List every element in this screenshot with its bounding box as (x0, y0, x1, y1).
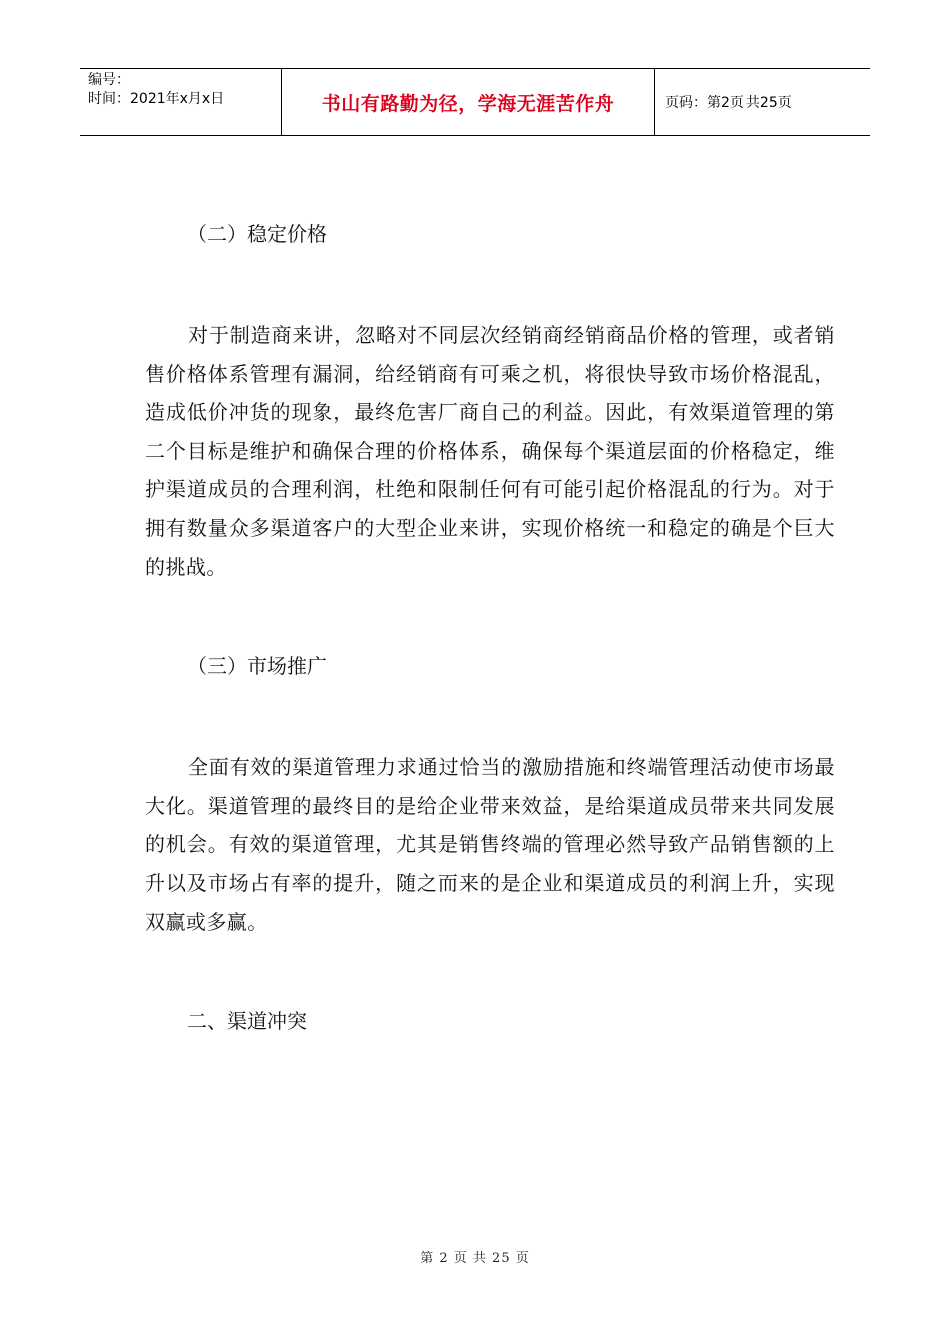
document-number-label: 编号： (88, 72, 130, 88)
page-footer: 第 2 页 共 25 页 (420, 1251, 530, 1266)
header-motto: 书山有路勤为径，学海无涯苦作舟 (321, 92, 615, 115)
header-meta-cell (80, 69, 282, 135)
section-paragraph-stable-price: 对于制造商来讲，忽略对不同层次经销商经销商品价格的管理，或者销售价格体系管理有漏洞，给经销商有可乘之机，将很快导致市场价格混乱，造成低价冲货的现象，最终危害厂商自己的利益。因此，有效渠道管理的第二个目标是维护和确保合理的价格体系，确保每个渠道层面的价格稳定，维护渠道成员的合理利润，杜绝和限制任何有可能引起价格混乱的行为。对于拥有数量众多渠道客户的大型企业来讲，实现价格统一和稳定的确是个巨大的挑战。 (145, 323, 835, 579)
document-body (145, 214, 835, 1041)
section-paragraph-market-promotion: 全面有效的渠道管理力求通过恰当的激励措施和终端管理活动使市场最大化。渠道管理的最终目的是给企业带来效益，是给渠道成员带来共同发展的机会。有效的渠道管理，尤其是销售终端的管理必然导致产品销售额的上升以及市场占有率的提升，随之而来的是企业和渠道成员的利润上升，实现双赢或多赢。 (145, 755, 835, 934)
section-heading-channel-conflict: 二、渠道冲突 (187, 1009, 307, 1034)
header-motto-cell (282, 69, 655, 135)
document-header (80, 68, 870, 136)
header-page-total: 共25页 (745, 95, 792, 111)
section-heading-stable-price: （二）稳定价格 (187, 222, 327, 246)
section-heading-market-promotion: （三）市场推广 (187, 654, 327, 679)
header-page-number: 页码：第2页 (665, 95, 744, 111)
header-page-cell (655, 69, 870, 135)
document-date-label: 时间：2021年x月x日 (88, 91, 225, 107)
